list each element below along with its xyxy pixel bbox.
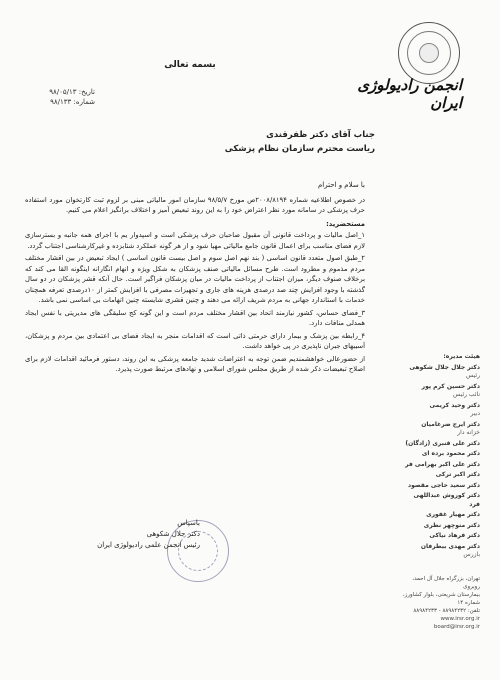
recipient-name: جناب آقای دکتر ظفرقندی [266,130,375,140]
board-member [405,482,480,491]
greeting: با سلام و احترام [317,181,365,189]
board-member-name: دکتر محمود برده ای [421,450,480,457]
board-member [405,471,480,480]
board-member [405,450,480,459]
board-member-role: نائب رئیس [453,391,480,398]
point-4: ۴_رابطه بین پزشک و بیمار دارای حرمتی ذاتی است که اقدامات منجر به ایجاد فضای بی اعتمادی بین مردم و پزشکان، آسیبهای جبران ناپذیری در پی خواهد داشت. [25,331,365,350]
board-member-list [405,364,480,541]
board-member [405,492,480,509]
recipient-block [175,128,375,156]
board-member [405,402,480,419]
board-member-name: دکتر کوروش عبداللهی فرد [413,492,480,508]
request-paragraph: از حضورعالی خواهشمندیم ضمن توجه به اعتراضات شدید جامعه پزشکی به این روند، دستور فرمائید اقدامات لازم برای اصلاح تبعیضات ذکر شده از طریق مجلس شورای اسلامی و نهادهای مرتبط صورت پذیرد. [25,354,365,373]
contact-line: board@irsr.org.ir [433,624,480,630]
board-member-name: دکتر جلال جلال شکوهی [409,363,480,371]
board-member [405,383,480,400]
contact-line: تلفن: ۸۸۹۸۴۲۳۲ - ۸۸۹۸۴۲۳۳ [413,608,480,614]
board-member-name: دکتر سعید حاجی مقصود [408,481,480,489]
letter-date: تاریخ: ۹۸/۰۵/۱۳ [49,88,95,96]
contact-line: www.irsr.org.ir [440,616,480,622]
board-member [405,511,480,520]
signer-title: رئیس انجمن علمی رادیولوژی ایران [97,541,200,549]
board-member-name: دکتر علی اکبر بهرامی فر [405,460,480,468]
point-1: ۱_اصل مالیات و پرداخت قانونی آن مقبول صاحبان حرف پزشکی است و اسپدوار یم با اجرای همه جانبه و بسترسازی لازم فضای مناسب برای اعمال قانون جامع مالیاتی مهیا شود و از هر گونه عملکرد شتابزده و غیرکارشناسی اجتناب گردد. [25,231,365,250]
letter-meta [25,87,95,107]
board-member-name: دکتر منوچهر نظری [423,521,480,529]
signature-block [90,518,200,551]
mostahzar-heading: مستحضرید: [326,219,365,228]
org-name: انجمن رادیولوژی ایران [357,76,462,112]
contact-line: تهران، بزرگراه جلال آل احمد، روبروی [412,576,480,590]
board-member [405,440,480,449]
board-member-role: رئیس [465,372,480,379]
board-member [405,421,480,438]
recipient-title: ریاست محترم سازمان نظام پزشکی [224,144,375,154]
board-member [405,532,480,541]
board-member-name: دکتر مهیار غفوری [426,511,480,518]
inspector-name: دکتر مهدی بیطرفان [420,542,480,550]
inspector-role: بازرس [463,551,480,558]
letter-number: شماره: ۹۸/۱۳۳ [50,98,95,106]
board-sidebar [405,353,480,562]
board-heading: هیئت مدیره: [443,353,480,360]
contact-info [395,575,480,631]
board-member [405,364,480,381]
signer-name: دکتر جلال شکوهی [146,530,200,538]
board-member-role: دبیر [470,410,480,417]
board-member-role: خزانه دار [457,429,480,436]
board-member-name: دکتر علی قنبری (زادگان) [405,439,480,447]
board-member [405,461,480,470]
closing-regards: باسپاس [177,519,200,527]
intro-paragraph: در خصوص اطلاعیه شماره ۲۰۰۸/۸۱۹۴ص مورخ ۹۸/۵/۷ سازمان امور مالیاتی مبنی بر لزوم ثبت کارتخوان مورد استفاده حرف پزشکی در سامانه مورد نظر اعتراض خود را به این روند تبعیض آمیز و اختلاف برانگیز اعلام می کنیم. [25,195,365,214]
board-member-name: دکتر حسین کرم پور [421,382,480,390]
inspector-entry [405,543,480,560]
contact-line: بیمارستان شریعتی، بلوار کشاورز، شماره ۱۴ [402,592,480,606]
letter-body [25,180,365,377]
point-3: ۳_فضای حساس، کشور نیازمند اتحاد بین اقشار مختلف مردم است و این گونه کج سلیقگی های مدیریتی با نفس ایجاد همدلی منافات دارد. [25,308,365,327]
board-member-name: دکتر اکبر ترکی [435,471,480,478]
board-member-name: دکتر وحید کریمی [429,401,480,409]
board-member-name: دکتر ایرج ضرغامیان [421,420,480,428]
point-2: ۲_طبق اصول متعدد قانون اساسی ( بند نهم اصل سوم و اصل بیست قانون اساسی ) ایجاد تبعیض در بین اقشار مختلف مردم مذموم و مطرود است. طرح مسائل مالیاتی صنف پزشکان به شکل ویژه و انهام انگارانه اینگونه القا می کند که برخلاف صنوف دیگر، میزان اجتناب از پرداخت مالیات در میان پزشکان فراگیر است. حال آنکه قشر پزشکان در دو سال گذشته با وجود افزایش چند صد درصدی هزینه های جاری و تجهیزات مصرفی با افزایش کمتر از ۱۰درصدی تعرفه همچنان خدمات با استاندارد جهانی به مردم شریف ارائه می دهند و چنین قشری شایسته چنین اتهامات بی اساسی نمی باشد. [25,254,365,304]
board-member-name: دکتر فرهاد نیاکی [429,532,480,539]
board-member [405,522,480,531]
society-logo-icon [398,22,460,84]
basmala: بسمه تعالی [164,60,216,70]
